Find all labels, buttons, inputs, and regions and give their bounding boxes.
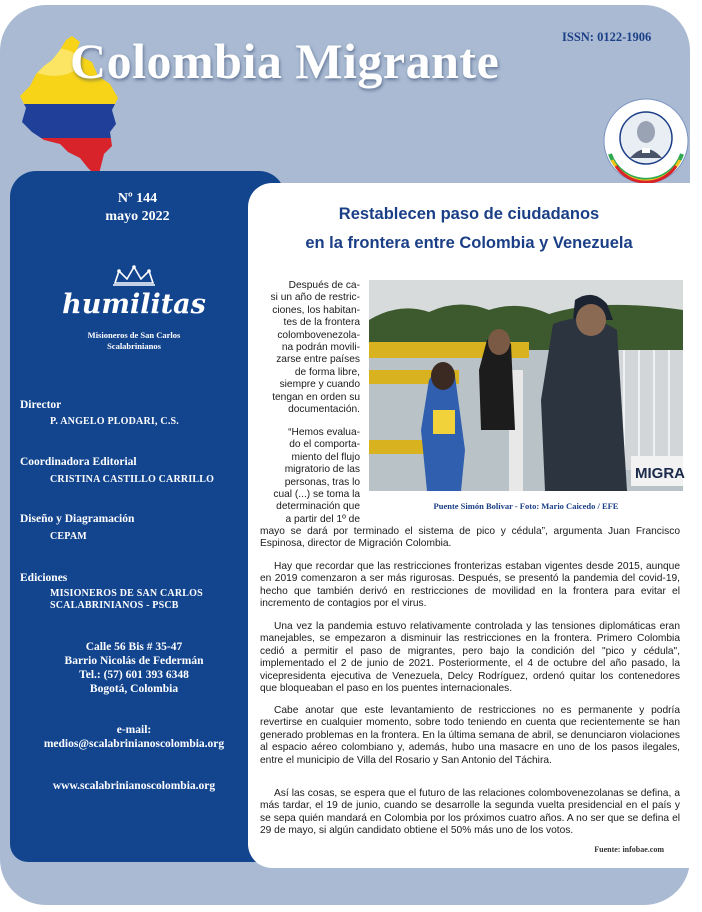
logo-subtitle-1: Misioneros de San Carlos — [87, 330, 181, 340]
p2-line: miento del flujo — [291, 451, 360, 463]
address-city: Bogotá, Colombia — [89, 683, 179, 695]
design-name: CEPAM — [50, 531, 87, 542]
humilitas-crown-logo — [62, 263, 206, 321]
paragraph-5: Cabe anotar que este levantamiento de restricciones no es permanente y podría revertirse en cualquier momento, sobre todo teniendo en cuenta que recientemente se han generado problemas en la frontera. En la última semana de abril, se denunciaron violaciones al espacio aéreo colombiano y, además, hubo una masacre en uno de los pasos ilegales, entre el municipio de Villa del Rosario y San Antonio del Táchira. — [260, 705, 680, 766]
source-credit: Fuente: infobae.com — [594, 845, 664, 854]
address-phone: Tel.: (57) 601 393 6348 — [79, 669, 189, 681]
border-crossing-photo — [369, 280, 683, 491]
issue-date: mayo 2022 — [105, 209, 170, 224]
masthead — [0, 0, 702, 185]
website-link[interactable]: www.scalabrinianoscolombia.org — [52, 780, 216, 792]
paragraph-1 — [256, 280, 360, 416]
p2-line: a partir del 1º de — [285, 513, 360, 525]
p2-line: cual (...) se toma la — [273, 489, 360, 501]
p1-line: ciones, los habitan- — [272, 304, 360, 316]
issue-number: Nº 144 — [117, 191, 158, 206]
anniversary-seal-icon — [602, 96, 690, 186]
p1-line: si un año de restric- — [270, 292, 360, 304]
p1-line: siempre y cuando — [279, 379, 360, 391]
p1-line: zarse entre países — [276, 354, 360, 366]
p2-line: “Hemos evalua- — [288, 427, 360, 438]
p1-line: tengan en orden su — [272, 391, 360, 403]
email-link[interactable]: medios@scalabrinianoscolombia.org — [43, 738, 225, 750]
headline-line-2: en la frontera entre Colombia y Venezuela — [305, 234, 633, 252]
svg-text:humilitas: humilitas — [62, 289, 206, 320]
p2-line: do el comporta- — [289, 439, 360, 451]
editions-name-2: SCALABRINIANOS - PSCB — [50, 600, 179, 611]
address-line-1: Calle 56 Bis # 35-47 — [85, 641, 183, 653]
masthead-title: Colombia Migrante — [70, 33, 500, 89]
p2-line: migratorio de las — [284, 464, 360, 476]
address-line-2: Barrio Nicolás de Federmán — [64, 655, 204, 667]
paragraph-6: Así las cosas, se espera que el futuro de las relaciones colombovenezolanas se defina, a más tardar, el 19 de junio, cuando se desarrolle la segunda vuelta presidencial en el país y se sepa quién mandará en Colombia por los próximos cuatro años. A no ser que se defina el 29 de mayo, si algún candidato obtiene el 50% más uno de los votos. — [260, 788, 680, 837]
editorial-label: Coordinadora Editorial — [20, 456, 137, 468]
photo-caption: Puente Simón Bolívar - Foto: Mario Caicedo / EFE — [433, 501, 619, 511]
p1-line: Después de ca- — [288, 280, 360, 291]
headline-line-1: Restablecen paso de ciudadanos — [338, 205, 600, 223]
paragraph-2-quote — [256, 427, 360, 526]
paragraph-4: Una vez la pandemia estuvo relativamente controlada y las tensiones diplomáticas eran manejables, se empezaron a disminuir las restricciones en la frontera. Primero Colombia cedió a permitir el paso de migrantes, pero bajo la condición del "pico y cédula", implementado el 2 de junio de 2021. Posteriormente, el 4 de octubre del año pasado, la vicepresidenta ejecutiva de Venezuela, Delcy Rodríguez, ordenó quitar los contenedores que bloqueaban el paso en los puentes internacionales. — [260, 621, 680, 695]
design-label: Diseño y Diagramación — [20, 513, 135, 525]
p1-line: tes de la frontera — [283, 317, 360, 329]
p1-line: documentación. — [288, 404, 360, 416]
p2-line: personas, tras lo — [284, 476, 360, 488]
p1-line: colombovenezola- — [277, 329, 360, 341]
p1-line: de forma libre, — [294, 366, 360, 378]
director-name: P. ANGELO PLODARI, C.S. — [50, 416, 179, 427]
editorial-name: CRISTINA CASTILLO CARRILLO — [50, 474, 215, 485]
logo-subtitle-2: Scalabrinianos — [107, 341, 161, 351]
paragraph-2-continued: mayo se dará por terminado el sistema de pico y cédula”, argumenta Juan Francisco Espinosa, director de Migración Colombia. — [260, 526, 680, 550]
p2-line: determinación que — [276, 501, 360, 513]
sidebar-panel — [10, 171, 285, 862]
editions-name-1: MISIONEROS DE SAN CARLOS — [50, 588, 203, 599]
issn-label: ISSN: 0122-1906 — [562, 30, 652, 44]
p1-line: na podrán movili- — [281, 342, 360, 354]
article-panel — [248, 183, 690, 868]
svg-text:MIGRA: MIGRA — [635, 465, 685, 482]
email-label: e-mail: — [116, 724, 152, 736]
editions-label: Ediciones — [20, 572, 68, 584]
director-label: Director — [20, 399, 62, 411]
paragraph-3: Hay que recordar que las restricciones fronterizas estaban vigentes desde 2015, aunque en 2019 comenzaron a ser más rigurosas. Después, se presentó la pandemia del covid-19, hecho que también derivó en restricciones de movilidad en la frontera para evitar el incremento de contagios por el virus. — [260, 561, 680, 610]
